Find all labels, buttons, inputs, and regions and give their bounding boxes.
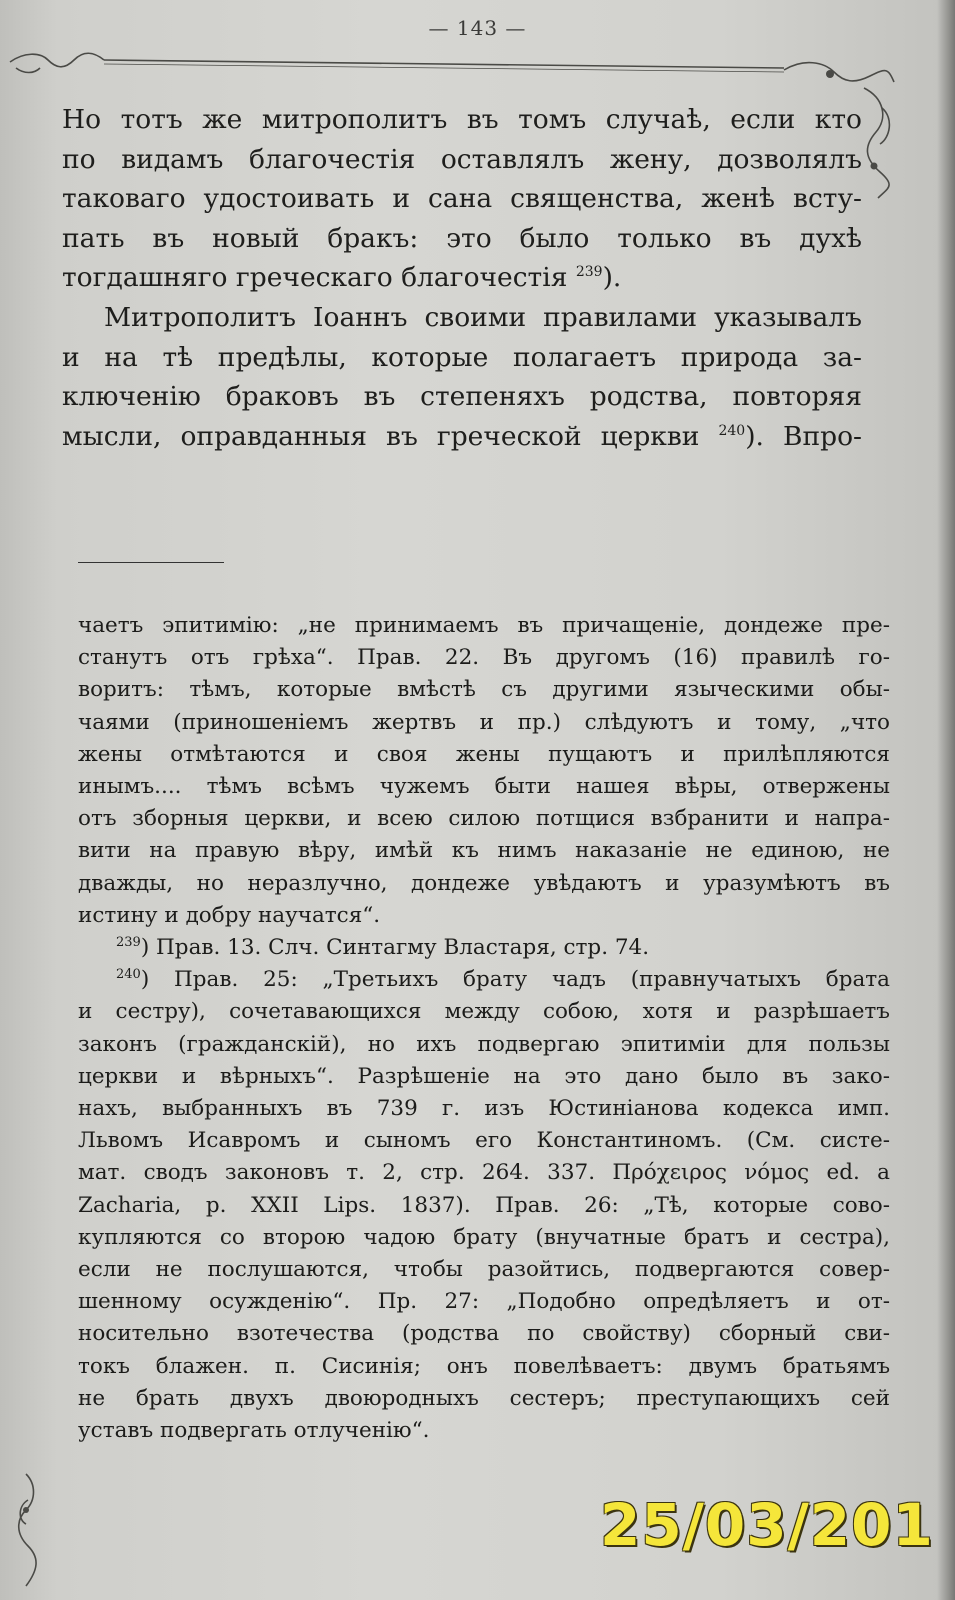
corner-ornament-icon [6, 1470, 46, 1590]
main-line-5 [62, 258, 862, 298]
note-line-3: воритъ: тѣмъ, которые вмѣстѣ съ другими языческими обы- [78, 677, 890, 703]
footnote-240-line-9: если не послушаются, чтобы разойтись, подвергаются совер- [78, 1257, 890, 1283]
note-line-8: вити на правую вѣру, имѣй къ нимъ наказаніе не единою, не [78, 838, 890, 864]
main-line-9-text: мысли, оправданныя въ греческой церкви [62, 420, 700, 452]
footnote-240-line-10: шенному осужденію“. Пр. 27: „Подобно опредѣляетъ и от- [78, 1289, 890, 1315]
main-line-8: ключенію браковъ въ степеняхъ родства, повторяя [62, 381, 862, 413]
date-stamp: 25/03/201 [600, 1491, 934, 1559]
footnote-240-line-8: купляются со второю чадою брату (внучатные братъ и сестра), [78, 1224, 890, 1250]
footnote-240-line-7: Zacharia, p. XXII Lips. 1837). Прав. 26: „Тѣ, которые сово- [78, 1192, 890, 1218]
footnote-240-line-1: и сестру), сочетавающихся между собою, хотя и разрѣшаетъ [78, 999, 890, 1025]
main-line-9 [62, 417, 862, 457]
footnote-ref-240: 240 [718, 422, 746, 439]
footnote-240-line-4: нахъ, выбранныхъ въ 739 г. изъ Юстиніанова кодекса имп. [78, 1096, 890, 1122]
footnote-240-line-6: мат. сводъ законовъ т. 2, стр. 264. 337. Πρόχειρος νόμος ed. a [78, 1160, 890, 1186]
footnote-239-marker: 239 [116, 935, 141, 951]
footnote-ref-240-tail: ). Впро- [745, 420, 862, 452]
main-line-5-text: тогдашняго греческаго благочестія [62, 262, 568, 294]
note-line-4: чаями (приношеніемъ жертвъ и пр.) слѣдуютъ и тому, „что [78, 709, 890, 735]
footnote-240-line-13: не брать двухъ двоюродныхъ сестеръ; преступающихъ сей [78, 1385, 890, 1411]
main-line-3: таковаго удостоивать и сана священства, женѣ всту- [62, 183, 862, 215]
note-line-2: станутъ отъ грѣха“. Прав. 22. Въ другомъ (16) правилѣ го- [78, 645, 890, 671]
footnote-divider [78, 562, 224, 563]
note-line-10: истину и добру научатся“. [78, 902, 381, 928]
footnote-239-text: ) Прав. 13. Слч. Синтагму Властаря, стр. 74. [140, 935, 650, 961]
footnote-240-line-5: Львомъ Исавромъ и сыномъ его Константиномъ. (См. систе- [78, 1128, 890, 1154]
note-line-7: отъ зборныя церкви, и всею силою потщися взбранити и напра- [78, 806, 890, 832]
note-line-1: чаетъ эпитимію: „не принимаемъ въ причащеніе, дондеже пре- [78, 613, 890, 638]
footnote-239 [78, 932, 890, 964]
footnote-240-line-12: токъ блажен. п. Сисинія; онъ повелѣваетъ: двумъ братьямъ [78, 1353, 890, 1379]
page-number: — 143 — [428, 16, 527, 40]
footnote-ref-239: 239 [575, 264, 603, 281]
note-line-5: жены отмѣтаются и своя жены пущаютъ и прилѣпляются [78, 741, 890, 767]
main-line-7: и на тѣ предѣлы, которые полагаетъ природа за- [62, 341, 862, 373]
note-line-6: инымъ.... тѣмъ всѣмъ чужемъ быти нашея вѣры, отвержены [78, 774, 890, 800]
main-line-1: Но тотъ же митрополитъ въ томъ случаѣ, если кто [62, 104, 862, 135]
footnote-240-line-11: носительно взотечества (родства по свойству) сборный сви- [78, 1321, 890, 1347]
footnote-240-line-14: уставъ подвергать отлученію“. [78, 1418, 430, 1444]
footnote-240-marker: 240 [116, 967, 141, 983]
main-text [62, 100, 862, 456]
main-line-6: Митрополитъ Іоаннъ своими правилами указывалъ [104, 301, 862, 333]
footnotes [78, 610, 890, 1447]
footnote-240-first-text: ) Прав. 25: „Третьихъ брату чадъ (правнучатыхъ брата [140, 967, 890, 993]
footnote-ref-239-tail: ). [602, 262, 622, 294]
page-edge-shadow [937, 0, 955, 1600]
footnote-240-first [78, 964, 890, 996]
footnote-240-line-3: церкви и вѣрныхъ“. Разрѣшеніе на это дано было въ зако- [78, 1063, 890, 1089]
note-line-9: дважды, но неразлучно, дондеже увѣдаютъ и уразумѣютъ въ [78, 870, 890, 896]
footnote-240-line-2: законъ (гражданскій), но ихъ подвергаю эпитиміи для пользы [78, 1031, 890, 1057]
main-line-4: пать въ новый бракъ: это было только въ духѣ [62, 222, 862, 254]
main-line-2: по видамъ благочестія оставлялъ жену, дозволялъ [62, 143, 862, 175]
